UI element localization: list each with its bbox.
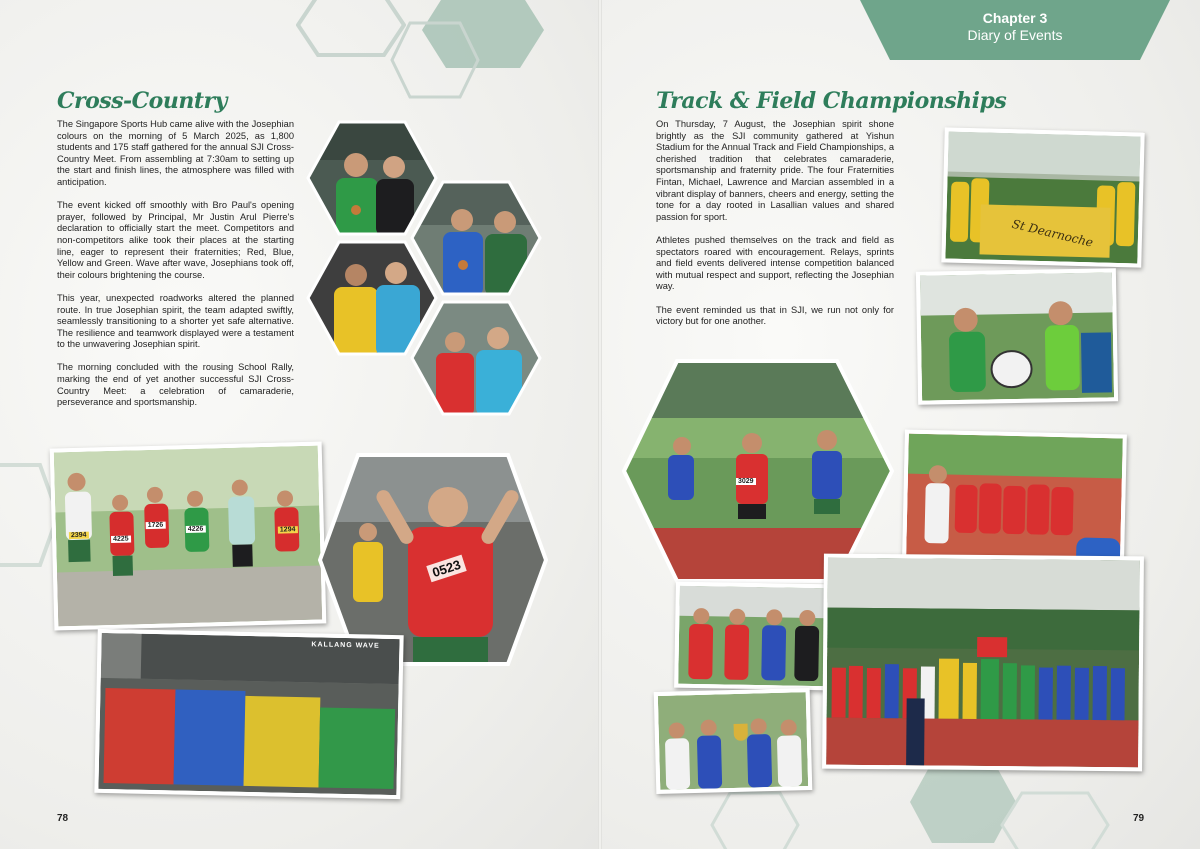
trophy-illustration [658,692,808,790]
drummers-illustration [920,272,1114,400]
race-bib: 4225 [112,535,129,543]
book-spine [598,0,602,849]
right-page [600,0,1200,849]
banner-illustration [945,132,1140,264]
decorative-hexagon-outline [390,20,480,100]
decorative-hexagon-outline [710,790,800,849]
chapter-title: Chapter 3 [982,10,1048,26]
decorative-hexagon-outline [1000,790,1110,849]
chapter-subtitle: Diary of Events [967,27,1063,43]
race-bib: 4226 [187,525,204,534]
sprint-race-photo [622,358,894,584]
race-bib: 2394 [70,531,87,540]
fraternity-banner-photo [941,127,1144,267]
race-bib: 1726 [147,521,164,530]
page-number: 78 [57,813,69,824]
parade-illustration [826,558,1140,768]
section-heading: Cross-Country [57,88,227,114]
trophy-photo [654,688,813,794]
school-rally-photo [94,629,403,799]
drummers-photo [916,268,1118,404]
banner-text: St Dearnoche [1010,216,1095,250]
article-body [656,119,894,339]
medalists-photo [674,582,832,691]
stadium-sign: KALLANG WAVE [311,641,380,650]
paragraph: The event reminded us that in SJI, we run not only for victory but for one another. [656,304,894,327]
paragraph: The Singapore Sports Hub came alive with the Josephian colours on the morning of 5 March 2025, as 1,800 students and 175 staff gathered for the annual SJI Cross-Country Meet. From assembling at 7:30am to setting up the start and finish lines, the atmosphere was filled with anticipation. [57,119,294,187]
page-number: 79 [1133,813,1145,824]
race-bib: 0523 [426,555,466,583]
article-body [57,119,294,420]
parade-photo [822,554,1144,772]
section-heading: Track & Field Championships [656,88,1007,114]
medalists-illustration [678,586,828,687]
paragraph: The morning concluded with the rousing School Rally, marking the end of yet another successful SJI Cross-Country Meet: a celebration of camaraderie, perseverance and sportsmanship. [57,362,294,408]
paragraph: This year, unexpected roadworks altered the planned route. In true Josephian spirit, the team adapted swiftly, seamlessly transitioning to a shorter yet safe alternative. The resilience and teamwork displayed were a testament to the unwavering Josephian spirit. [57,292,294,350]
rally-illustration [98,633,399,795]
runners-illustration [54,446,322,627]
chapter-tab [860,0,1170,60]
paragraph: The event kicked off smoothly with Bro Paul's opening prayer, followed by Principal, Mr Justin Arul Pierre's declaration to officially start the meet. Competitors and non-competitors alike took their places at the starting line, eager to represent their fraternities; Red, Blue, Yellow and Green. Wave after wave, Josephians took off, their colours brightening the course. [57,200,294,280]
paragraph: Athletes pushed themselves on the track and field as spectators roared with encouragement. Relays, sprints and field events delivered intense competition balanced with mutual respect and support, reflecting the Josephian way. [656,234,894,292]
race-bib: 3029 [738,478,754,485]
medalist-photo-hexagon [410,300,542,416]
runners-photo [50,441,327,630]
paragraph: On Thursday, 7 August, the Josephian spirit shone brightly as the SJI community gathered at Yishun Stadium for the Annual Track and Field Championships, a cherished tradition that celebrates camaraderie, sportsmanship and fraternity pride. The four Fraternities Fintan, Michael, Lawrence and Marcian assembled in a vibrant display of banners, cheers and energy, setting the tone for a day rooted in Lasallian values and shared passion for sport. [656,119,894,222]
race-bib: 1294 [279,526,296,534]
